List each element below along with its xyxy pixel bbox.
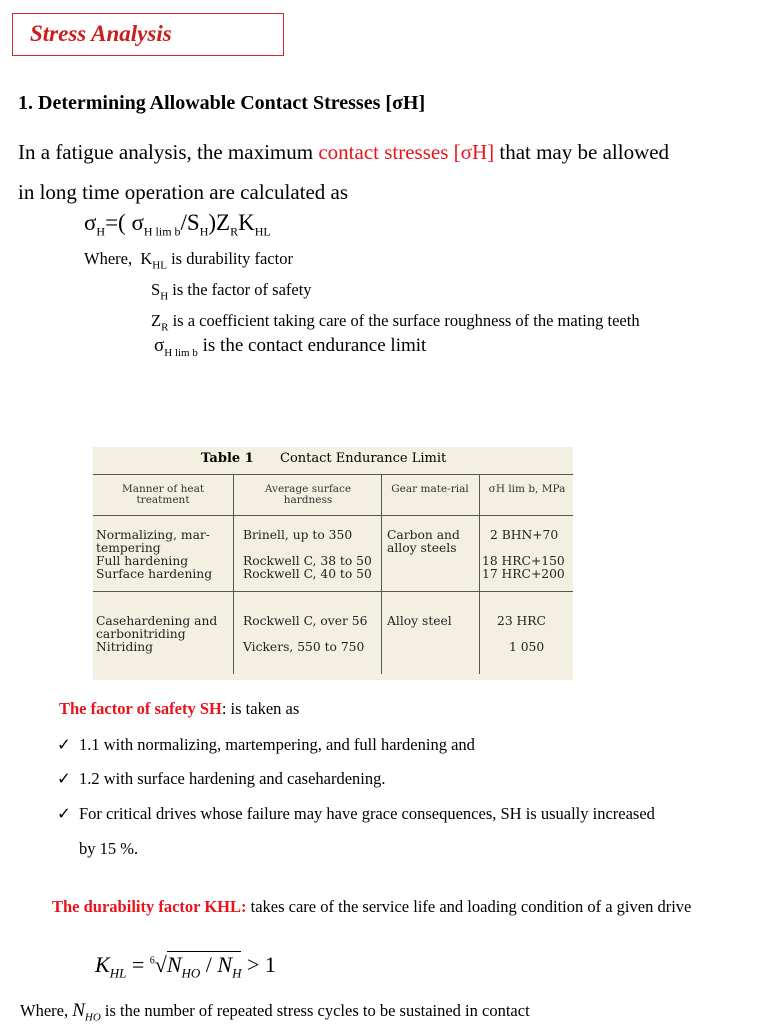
- table-rule-middle: [93, 591, 573, 592]
- formula-mid: =( σ: [105, 210, 144, 235]
- formula-sub-hlimb: H lim b: [143, 224, 181, 239]
- table-cell: Normalizing, mar-: [96, 528, 210, 542]
- khl-k-sub: HL: [109, 965, 127, 981]
- table-cell: Full hardening: [96, 554, 189, 568]
- where-s-sub: H: [160, 290, 169, 303]
- where2-n: N: [72, 1000, 85, 1021]
- intro-text-2: that may be allowed: [494, 140, 670, 164]
- table-header-limit: σH lim b, MPa: [488, 483, 566, 495]
- where-k: K: [140, 249, 153, 268]
- table-cell: 17 HRC+200: [482, 567, 565, 581]
- durability-label: The durability factor KHL:: [52, 897, 247, 916]
- table-cell: 23 HRC: [497, 614, 546, 628]
- safety-item-text: 1.2 with surface hardening and casehardening.: [79, 769, 386, 788]
- where-z: Z: [151, 311, 162, 330]
- table-cell: Casehardening and: [96, 614, 218, 628]
- where-sig-text: is the contact endurance limit: [197, 335, 427, 356]
- section-heading: 1. Determining Allowable Contact Stresses [σH]: [18, 92, 426, 114]
- table-cell: Rockwell C, 40 to 50: [243, 567, 372, 581]
- table-rule-header: [93, 515, 573, 516]
- table-cell: alloy steels: [387, 541, 457, 555]
- table-cell: Rockwell C, over 56: [243, 614, 368, 628]
- intro-line-1: [18, 132, 758, 172]
- formula-sub-h2: H: [199, 224, 209, 239]
- table-cell: Brinell, up to 350: [243, 528, 353, 542]
- formula-k: K: [238, 210, 255, 235]
- table-caption-title: Contact Endurance Limit: [280, 451, 447, 466]
- table-header-hardness: Average surface hardness: [264, 483, 352, 506]
- safety-item-text: 1.1 with normalizing, martempering, and full hardening and: [79, 735, 475, 754]
- safety-item: [57, 804, 655, 824]
- durability-paragraph: [52, 895, 742, 918]
- formula-close: )Z: [208, 210, 231, 235]
- khl-eq: =: [126, 952, 150, 977]
- where-s-text: is the factor of safety: [168, 280, 312, 299]
- where-zr: [151, 311, 640, 333]
- safety-item: [57, 769, 386, 789]
- table-cell: Alloy steel: [387, 614, 452, 628]
- khl-div: /: [200, 952, 218, 977]
- table-cell: Rockwell C, 38 to 50: [243, 554, 372, 568]
- formula-sub-r: R: [230, 224, 239, 239]
- khl-n-sub1: HO: [181, 965, 201, 981]
- safety-suffix: : is taken as: [221, 699, 300, 718]
- formula-sub-hl: HL: [254, 224, 271, 239]
- khl-root-index: 6: [149, 955, 155, 967]
- khl-k: K: [95, 952, 110, 977]
- khl-n: N: [166, 952, 182, 977]
- durability-text: takes care of the service life and loading condition of a given drive: [246, 897, 692, 916]
- root-sign-icon: √: [154, 952, 167, 977]
- table-cell: carbonitriding: [96, 627, 186, 641]
- khl-formula: [95, 952, 276, 981]
- where-z-sub: R: [161, 321, 169, 334]
- where-sig-sub: H lim b: [164, 346, 198, 359]
- where-sigma: [154, 335, 426, 359]
- formula-sub-h: H: [96, 224, 106, 239]
- khl-n-sub2: H: [232, 965, 242, 981]
- checkmark-icon: ✓: [57, 769, 71, 788]
- table-cell: Carbon and: [387, 528, 460, 542]
- where2-n-sub: HO: [84, 1011, 101, 1024]
- intro-line-2: in long time operation are calculated as: [18, 180, 349, 204]
- safety-label: The factor of safety SH: [59, 699, 222, 718]
- khl-n2: N: [217, 952, 233, 977]
- khl-gt: > 1: [241, 952, 276, 977]
- table-header-material: Gear mate-rial: [391, 483, 469, 495]
- table-col-divider-1: [233, 474, 234, 674]
- where2-label: Where,: [20, 1001, 73, 1020]
- where-z-text: is a coefficient taking care of the surface roughness of the mating teeth: [168, 311, 640, 330]
- intro-text-1: In a fatigue analysis, the maximum: [18, 140, 319, 164]
- where-sig: σ: [154, 335, 165, 356]
- table-col-divider-3: [479, 474, 480, 674]
- where2-text: is the number of repeated stress cycles to be sustained in contact: [100, 1001, 530, 1020]
- safety-item: [57, 735, 475, 755]
- page-title: Stress Analysis: [30, 21, 172, 46]
- intro-highlight: contact stresses [σH]: [318, 140, 495, 164]
- table-cell: 2 BHN+70: [490, 528, 559, 542]
- table-cell: 1 050: [509, 640, 545, 654]
- where-sh: [151, 280, 312, 302]
- table-header-treatment: Manner of heat treatment: [121, 483, 205, 506]
- table-cell: Vickers, 550 to 750: [243, 640, 365, 654]
- safety-item-continuation: by 15 %.: [79, 839, 139, 858]
- checkmark-icon: ✓: [57, 735, 71, 754]
- table-caption-number: Table 1: [201, 451, 254, 466]
- where-s: S: [151, 280, 161, 299]
- table-cell: Surface hardening: [96, 567, 213, 581]
- checkmark-icon: ✓: [57, 804, 71, 823]
- formula-sigma: σ: [84, 210, 97, 235]
- where-k-text: is durability factor: [166, 249, 293, 268]
- table-cell: Nitriding: [96, 640, 154, 654]
- table-rule-top: [93, 474, 573, 475]
- allowable-stress-formula: [84, 210, 271, 240]
- formula-slash: /S: [180, 210, 200, 235]
- safety-item-text: For critical drives whose failure may have grace consequences, SH is usually increased: [79, 804, 655, 823]
- table-col-divider-2: [381, 474, 382, 674]
- where-label: Where,: [84, 249, 133, 268]
- where-nho: [20, 1000, 530, 1023]
- where-khl: [84, 249, 293, 271]
- where-k-sub: HL: [152, 259, 167, 272]
- safety-heading: [59, 699, 299, 719]
- table-cell: 18 HRC+150: [482, 554, 565, 568]
- contact-endurance-table: [93, 447, 573, 680]
- table-cell: tempering: [96, 541, 161, 555]
